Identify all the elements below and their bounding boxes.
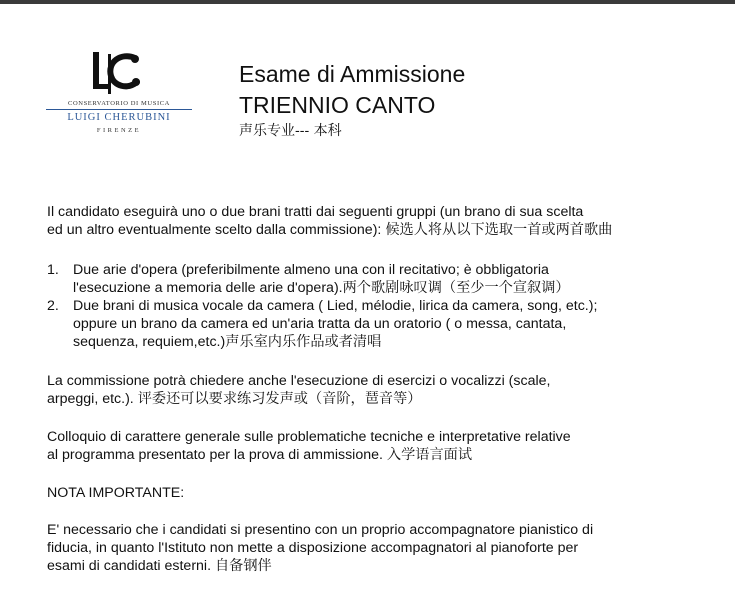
nota-line-1: E' necessario che i candidati si presentino con un proprio accompagnatore pianistico di xyxy=(47,522,594,538)
list-item-line-text: sequenza, requiem,etc.) xyxy=(73,334,226,350)
intro-line-2-chinese: 候选人将从以下选取一首或两首歌曲 xyxy=(385,222,613,238)
nota-heading-block xyxy=(47,484,697,502)
colloquio-line-2 xyxy=(47,446,697,464)
logo-text-city: FIRENZE xyxy=(96,127,142,134)
commission-paragraph xyxy=(47,372,697,408)
page-subtitle-chinese: 声乐专业--- 本科 xyxy=(239,123,342,139)
conservatory-logo xyxy=(46,50,192,140)
list-item-line: Due arie d'opera (preferibilmente almeno una con il recitativo; è obbligatoria xyxy=(73,262,549,278)
list-item-text xyxy=(73,297,693,351)
nota-line-3 xyxy=(47,557,697,575)
list-item-line xyxy=(73,279,693,297)
colloquio-paragraph xyxy=(47,428,697,464)
list-item-text xyxy=(73,261,693,297)
list-item-number: 2. xyxy=(47,298,59,314)
intro-line-2 xyxy=(47,221,697,239)
intro-line-1: Il candidato eseguirà uno o due brani tratti dai seguenti gruppi (un brano di sua scelta xyxy=(47,204,584,220)
page-title: Esame di Ammissione xyxy=(239,61,466,87)
colloquio-line-2-chinese: 入学语言面试 xyxy=(386,447,473,463)
colloquio-line-2-text: al programma presentato per la prova di ammissione. xyxy=(47,447,387,463)
list-item-line: oppure un brano da camera ed un'aria tratta da un oratorio ( o messa, cantata, xyxy=(73,316,567,332)
nota-paragraph xyxy=(47,521,697,575)
logo-text-conservatorio: CONSERVATORIO DI MUSICA xyxy=(68,100,170,107)
page-subtitle: TRIENNIO CANTO xyxy=(239,92,436,118)
list-item-line: Due brani di musica vocale da camera ( Lied, mélodie, lirica da camera, song, etc.); xyxy=(73,298,598,314)
list-item-line-chinese: 两个歌剧咏叹调（至少一个宣叙调） xyxy=(342,280,570,296)
intro-paragraph xyxy=(47,203,697,239)
colloquio-line-1: Colloquio di carattere generale sulle problematiche tecniche e interpretative relative xyxy=(47,429,571,445)
intro-line-2-text: ed un altro eventualmente scelto dalla commissione): xyxy=(47,222,386,238)
list-item-number: 1. xyxy=(47,262,59,278)
commission-line-1: La commissione potrà chiedere anche l'esecuzione di esercizi o vocalizzi (scale, xyxy=(47,373,551,389)
logo-divider xyxy=(46,109,192,110)
top-border xyxy=(0,0,735,4)
list-item-line-text: l'esecuzione a memoria delle arie d'opera). xyxy=(73,280,343,296)
nota-line-2: fiducia, in quanto l'Istituto non mette a disposizione accompagnatori al pianoforte per xyxy=(47,540,579,556)
commission-line-2 xyxy=(47,390,697,408)
logo-text-name: LUIGI CHERUBINI xyxy=(67,112,171,123)
list-item-line xyxy=(73,333,693,351)
nota-line-3-text: esami di candidati esterni. xyxy=(47,558,215,574)
nota-heading: NOTA IMPORTANTE: xyxy=(47,485,185,501)
commission-line-2-text: arpeggi, etc.). xyxy=(47,391,138,407)
list-item-line-chinese: 声乐室内乐作品或者清唱 xyxy=(225,334,382,350)
commission-line-2-chinese: 评委还可以要求练习发声或（音阶，琶音等） xyxy=(137,391,422,407)
conservatory-emblem-icon xyxy=(91,50,147,96)
nota-line-3-chinese: 自备钢伴 xyxy=(214,558,272,574)
